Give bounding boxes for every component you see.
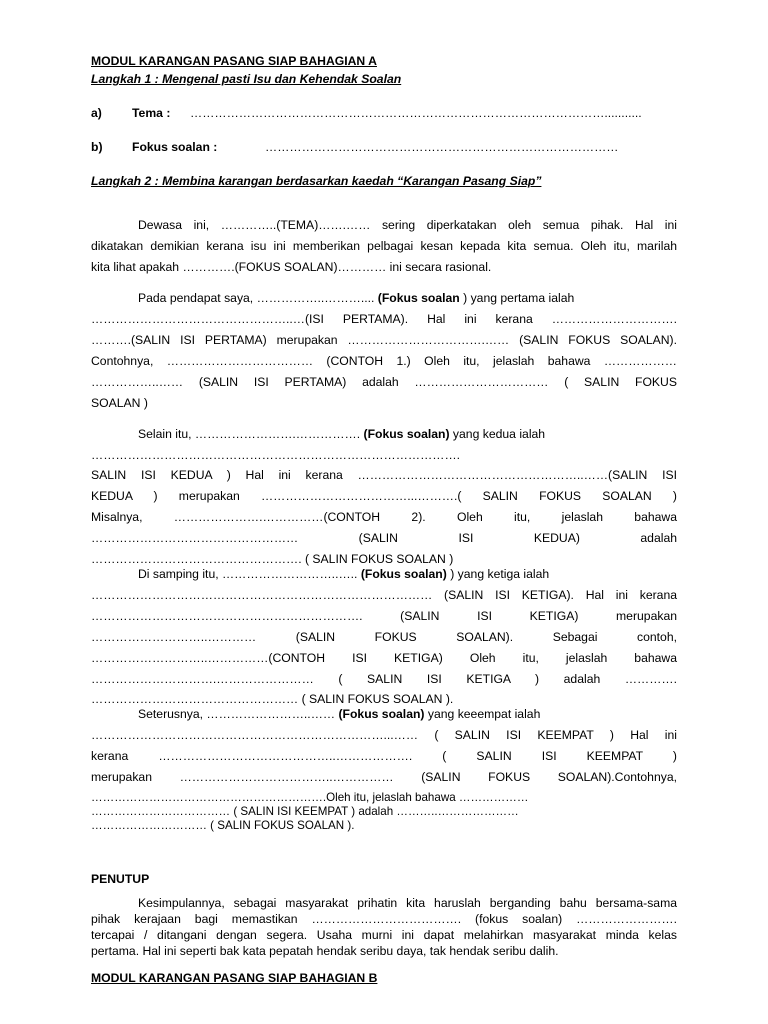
p3-line — [138, 567, 677, 582]
module-title: MODUL KARANGAN PASANG SIAP BAHAGIAN A — [91, 54, 377, 68]
p2-line: SALIN ISI KEDUA ) Hal ini kerana ………………………………………………..……(SALIN ISI — [91, 468, 677, 482]
p3-line: ………………………….…………………… ( SALIN ISI KETIGA ) adalah …………. — [91, 672, 677, 686]
p4-line — [138, 707, 677, 722]
p1-text: Pada pendapat saya, ……………..……….... — [138, 291, 375, 305]
fokus-soalan-label: (Fokus soalan) — [363, 427, 450, 441]
p2-line: ……………………………………………. ( SALIN FOKUS SOALAN ) — [91, 552, 454, 566]
fokus-soalan-label: (Fokus soalan) — [338, 707, 425, 721]
p3-line: ………………………..………… (SALIN FOKUS SOALAN). Sebagai contoh, — [91, 630, 677, 644]
p3-line: ………………………..……………(CONTOH ISI KETIGA) Oleh itu, jelaslah bahawa — [91, 651, 677, 665]
intro-line: dikatakan demikian kerana isu ini memberikan pelbagai kesan kepada kita semua. Oleh itu, marilah — [91, 239, 677, 253]
fokus-soalan-label: (Fokus soalan) — [360, 567, 447, 581]
p1-line: ……………..…… (SALIN ISI PERTAMA) adalah …………………………… ( SALIN FOKUS — [91, 375, 677, 389]
p2-text: Selain itu, …………………….……………. — [138, 427, 361, 441]
intro-line: kita lihat apakah ………….(FOKUS SOALAN)………… ini secara rasional. — [91, 260, 492, 274]
intro-line: Dewasa ini, …………..(TEMA)…….…… sering diperkatakan oleh semua pihak. Hal ini — [138, 218, 677, 232]
p3-line: …………………………………………………………. (SALIN ISI KETIGA) merupakan — [91, 609, 677, 623]
field-fokus-dots: …………………………………………………………………………… — [265, 140, 619, 154]
p4-line: ………………………… ( SALIN FOKUS SOALAN ). — [91, 819, 355, 832]
field-tema-dots: …………………………………………………………………………………………........... — [190, 106, 642, 120]
p4-text: yang keeempat ialah — [427, 707, 541, 721]
p2-line: KEDUA ) merupakan ………………………………...……….( SALIN FOKUS SOALAN ) — [91, 489, 677, 503]
p1-line: Contohnya, ……………………………… (CONTOH 1.) Oleh itu, jelaslah bahawa ……………… — [91, 354, 677, 368]
field-tema-name: Tema : — [132, 106, 171, 120]
penutup-line: tercapai / ditangani dengan segera. Usaha murni ini dapat melahirkan masyarakat minda kelas — [91, 928, 677, 942]
p1-text: ) yang pertama ialah — [463, 291, 575, 305]
p1-line: …………………………………………..…(ISI PERTAMA). Hal ini kerana …………………………. — [91, 312, 677, 326]
step-1-heading: Langkah 1 : Mengenal pasti Isu dan Kehendak Soalan — [91, 72, 402, 86]
p2-line: Misalnya, ………………….……………(CONTOH 2). Oleh itu, jelaslah bahawa — [91, 510, 677, 524]
p4-line: …………………………………………………….Oleh itu, jelaslah bahawa ……………… — [91, 791, 529, 804]
p3-line: …………………………………………… ( SALIN FOKUS SOALAN ). — [91, 692, 454, 706]
p1-line: ……….(SALIN ISI PERTAMA) merupakan …………………………….…… (SALIN FOKUS SOALAN). — [91, 333, 677, 347]
p3-text: ) yang ketiga ialah — [450, 567, 550, 581]
field-fokus-name: Fokus soalan : — [132, 140, 218, 154]
p3-text: Di samping itu, ………………………..….. — [138, 567, 358, 581]
field-a-label: a) — [91, 106, 102, 120]
penutup-heading: PENUTUP — [91, 872, 150, 886]
p4-line: kerana ……………………………………..………………. ( SALIN ISI KEEMPAT ) — [91, 749, 677, 763]
field-b-label: b) — [91, 140, 103, 154]
p3-line: ………………………………………………………………………… (SALIN ISI KETIGA). Hal ini kerana — [91, 588, 677, 602]
step-2-heading: Langkah 2 : Membina karangan berdasarkan kaedah “Karangan Pasang Siap” — [91, 174, 542, 188]
penutup-line: Kesimpulannya, sebagai masyarakat prihatin kita haruslah berganding bahu bersama-sama — [138, 896, 677, 910]
p4-line: ……………………………… ( SALIN ISI KEEMPAT ) adalah ………..………………… — [91, 805, 519, 818]
p1-line — [138, 291, 677, 306]
penutup-line: pihak kerajaan bagi memastikan ………………………………. (fokus soalan) ……………………. — [91, 912, 677, 926]
p2-text: yang kedua ialah — [452, 427, 546, 441]
p4-line: ………………………………………………………………...…… ( SALIN ISI KEEMPAT ) Hal ini — [91, 728, 677, 742]
module-b-title: MODUL KARANGAN PASANG SIAP BAHAGIAN B — [91, 971, 378, 985]
p2-line — [138, 427, 677, 442]
fokus-soalan-label: (Fokus soalan — [377, 291, 460, 305]
penutup-line: pertama. Hal ini seperti bak kata pepatah hendak seribu daya, tak hendak seribu dalih. — [91, 944, 559, 958]
p4-line: merupakan ………………………………..…………… (SALIN FOKUS SOALAN).Contohnya, — [91, 770, 677, 784]
p4-text: Seterusnya, ……………………..…… — [138, 707, 336, 721]
p1-line: SOALAN ) — [91, 396, 148, 410]
p2-line: ………………………………………………………………………………. — [91, 448, 461, 462]
p2-line: …………………………………………… (SALIN ISI KEDUA) adalah — [91, 531, 677, 545]
